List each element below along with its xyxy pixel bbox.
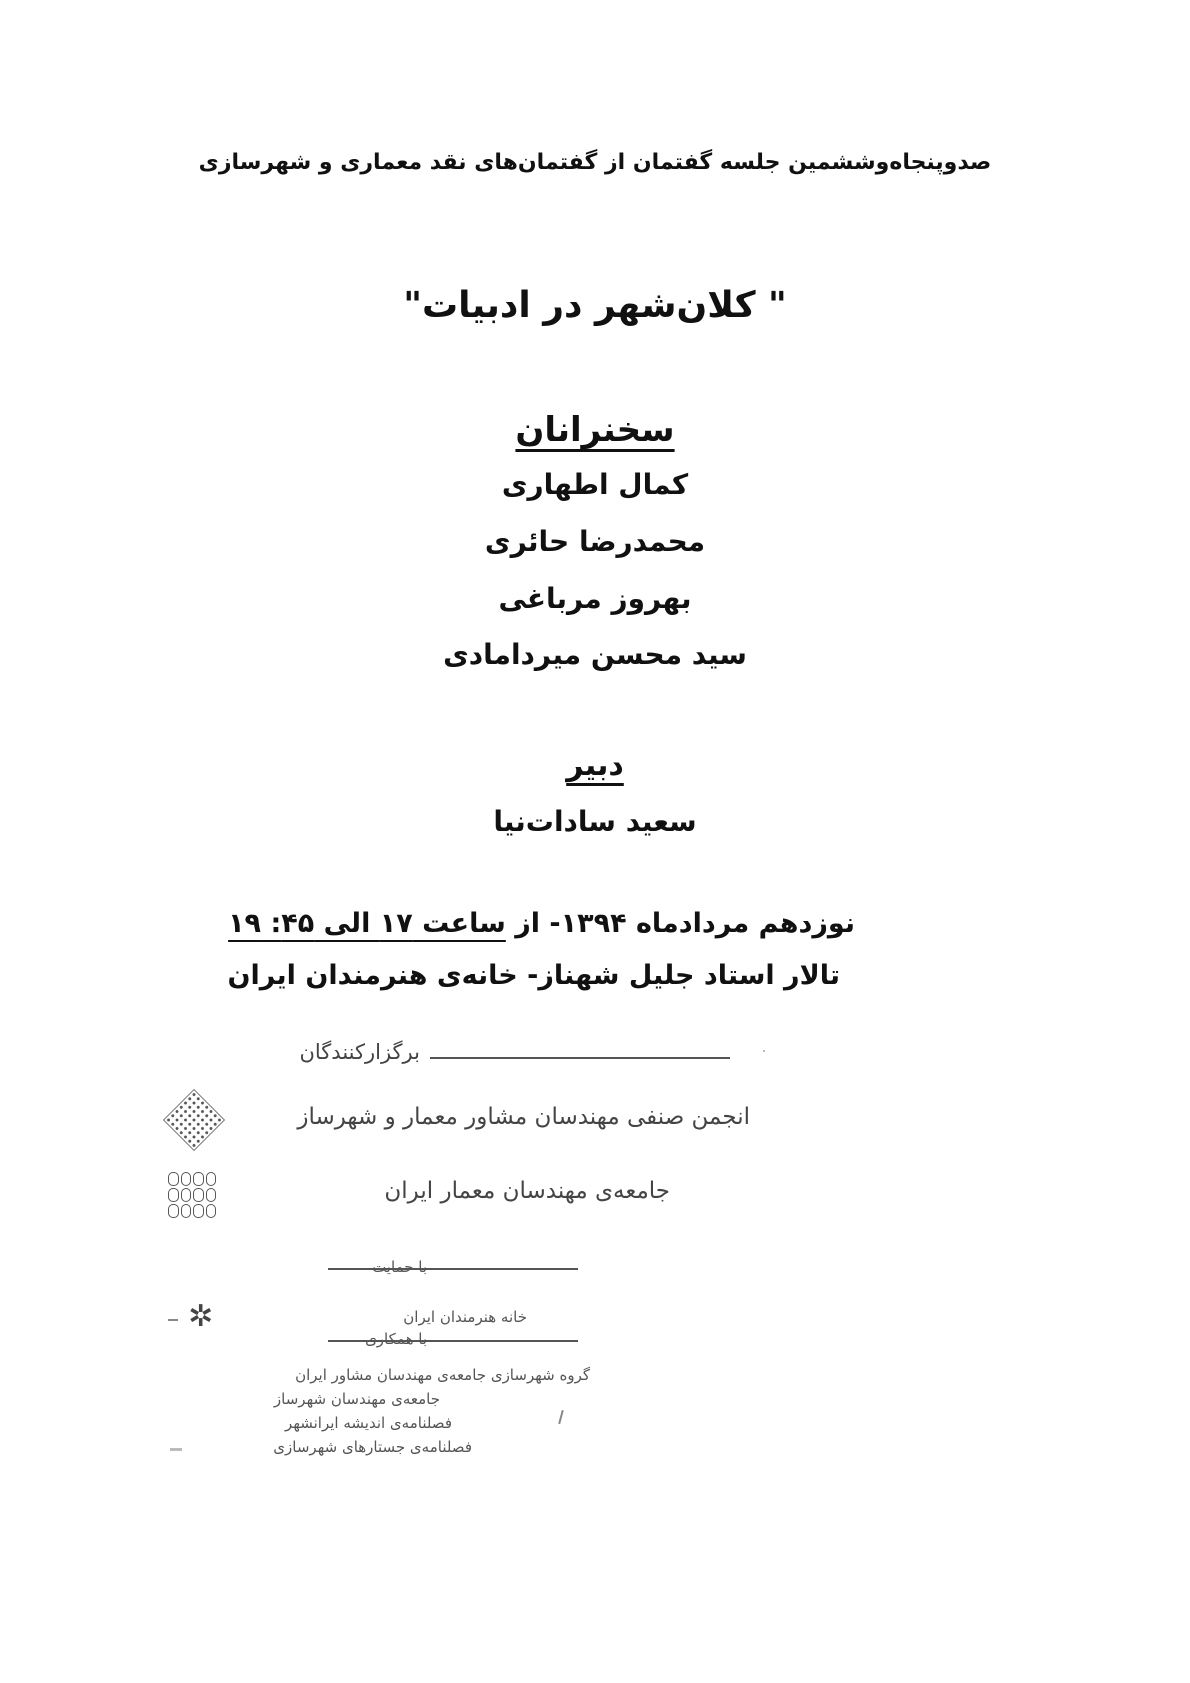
moderator-name: سعید سادات‌نیا xyxy=(493,805,697,838)
association-logo-icon xyxy=(163,1089,225,1151)
organizer-item: انجمن صنفی مهندسان مشاور معمار و شهرساز xyxy=(297,1104,750,1130)
support-heading: با حمایت xyxy=(372,1258,427,1276)
organizer-item: جامعه‌ی مهندسان معمار ایران xyxy=(384,1178,670,1204)
collaboration-item: جامعه‌ی مهندسان شهرساز xyxy=(273,1390,440,1408)
organizers-heading: برگزارکنندگان xyxy=(299,1040,420,1064)
speaker-name: کمال اطهاری xyxy=(501,468,689,501)
moderator-heading: دبیر xyxy=(566,748,624,783)
divider xyxy=(430,1057,730,1059)
speaker-name: محمدرضا حائری xyxy=(484,525,706,558)
support-item: خانه هنرمندان ایران xyxy=(403,1308,527,1326)
speakers-heading: سخنرانان xyxy=(515,410,675,450)
date-time-line xyxy=(228,908,855,939)
series-line: صدوپنجاه‌وششمین جلسه گفتمان از گفتمان‌های نقد معماری و شهرسازی xyxy=(198,150,992,175)
organizers-block xyxy=(150,1040,750,1460)
event-title: " کلان‌شهر در ادبیات" xyxy=(403,285,787,326)
society-logo-icon xyxy=(168,1172,216,1218)
date-text: نوزدهم مردادماه ۱۳۹۴- از xyxy=(505,908,855,939)
collaboration-item: گروه شهرسازی جامعه‌ی مهندسان مشاور ایران xyxy=(295,1366,590,1384)
speaker-name: سید محسن میردامادی xyxy=(443,638,747,671)
speaker-name: بهروز مرباغی xyxy=(498,582,692,615)
collaboration-item: فصلنامه‌ی جستارهای شهرسازی xyxy=(273,1438,472,1456)
divider xyxy=(328,1268,578,1270)
collaboration-heading: با همکاری xyxy=(365,1330,427,1348)
collaboration-item: فصلنامه‌ی اندیشه ایرانشهر xyxy=(285,1414,452,1432)
artists-house-logo-icon: ✲ xyxy=(188,1299,214,1334)
time-text: ساعت ۱۷ الی ۴۵: ۱۹ xyxy=(228,908,506,939)
venue-line: تالار استاد جلیل شهناز- خانه‌ی هنرمندان ایران xyxy=(227,960,840,991)
